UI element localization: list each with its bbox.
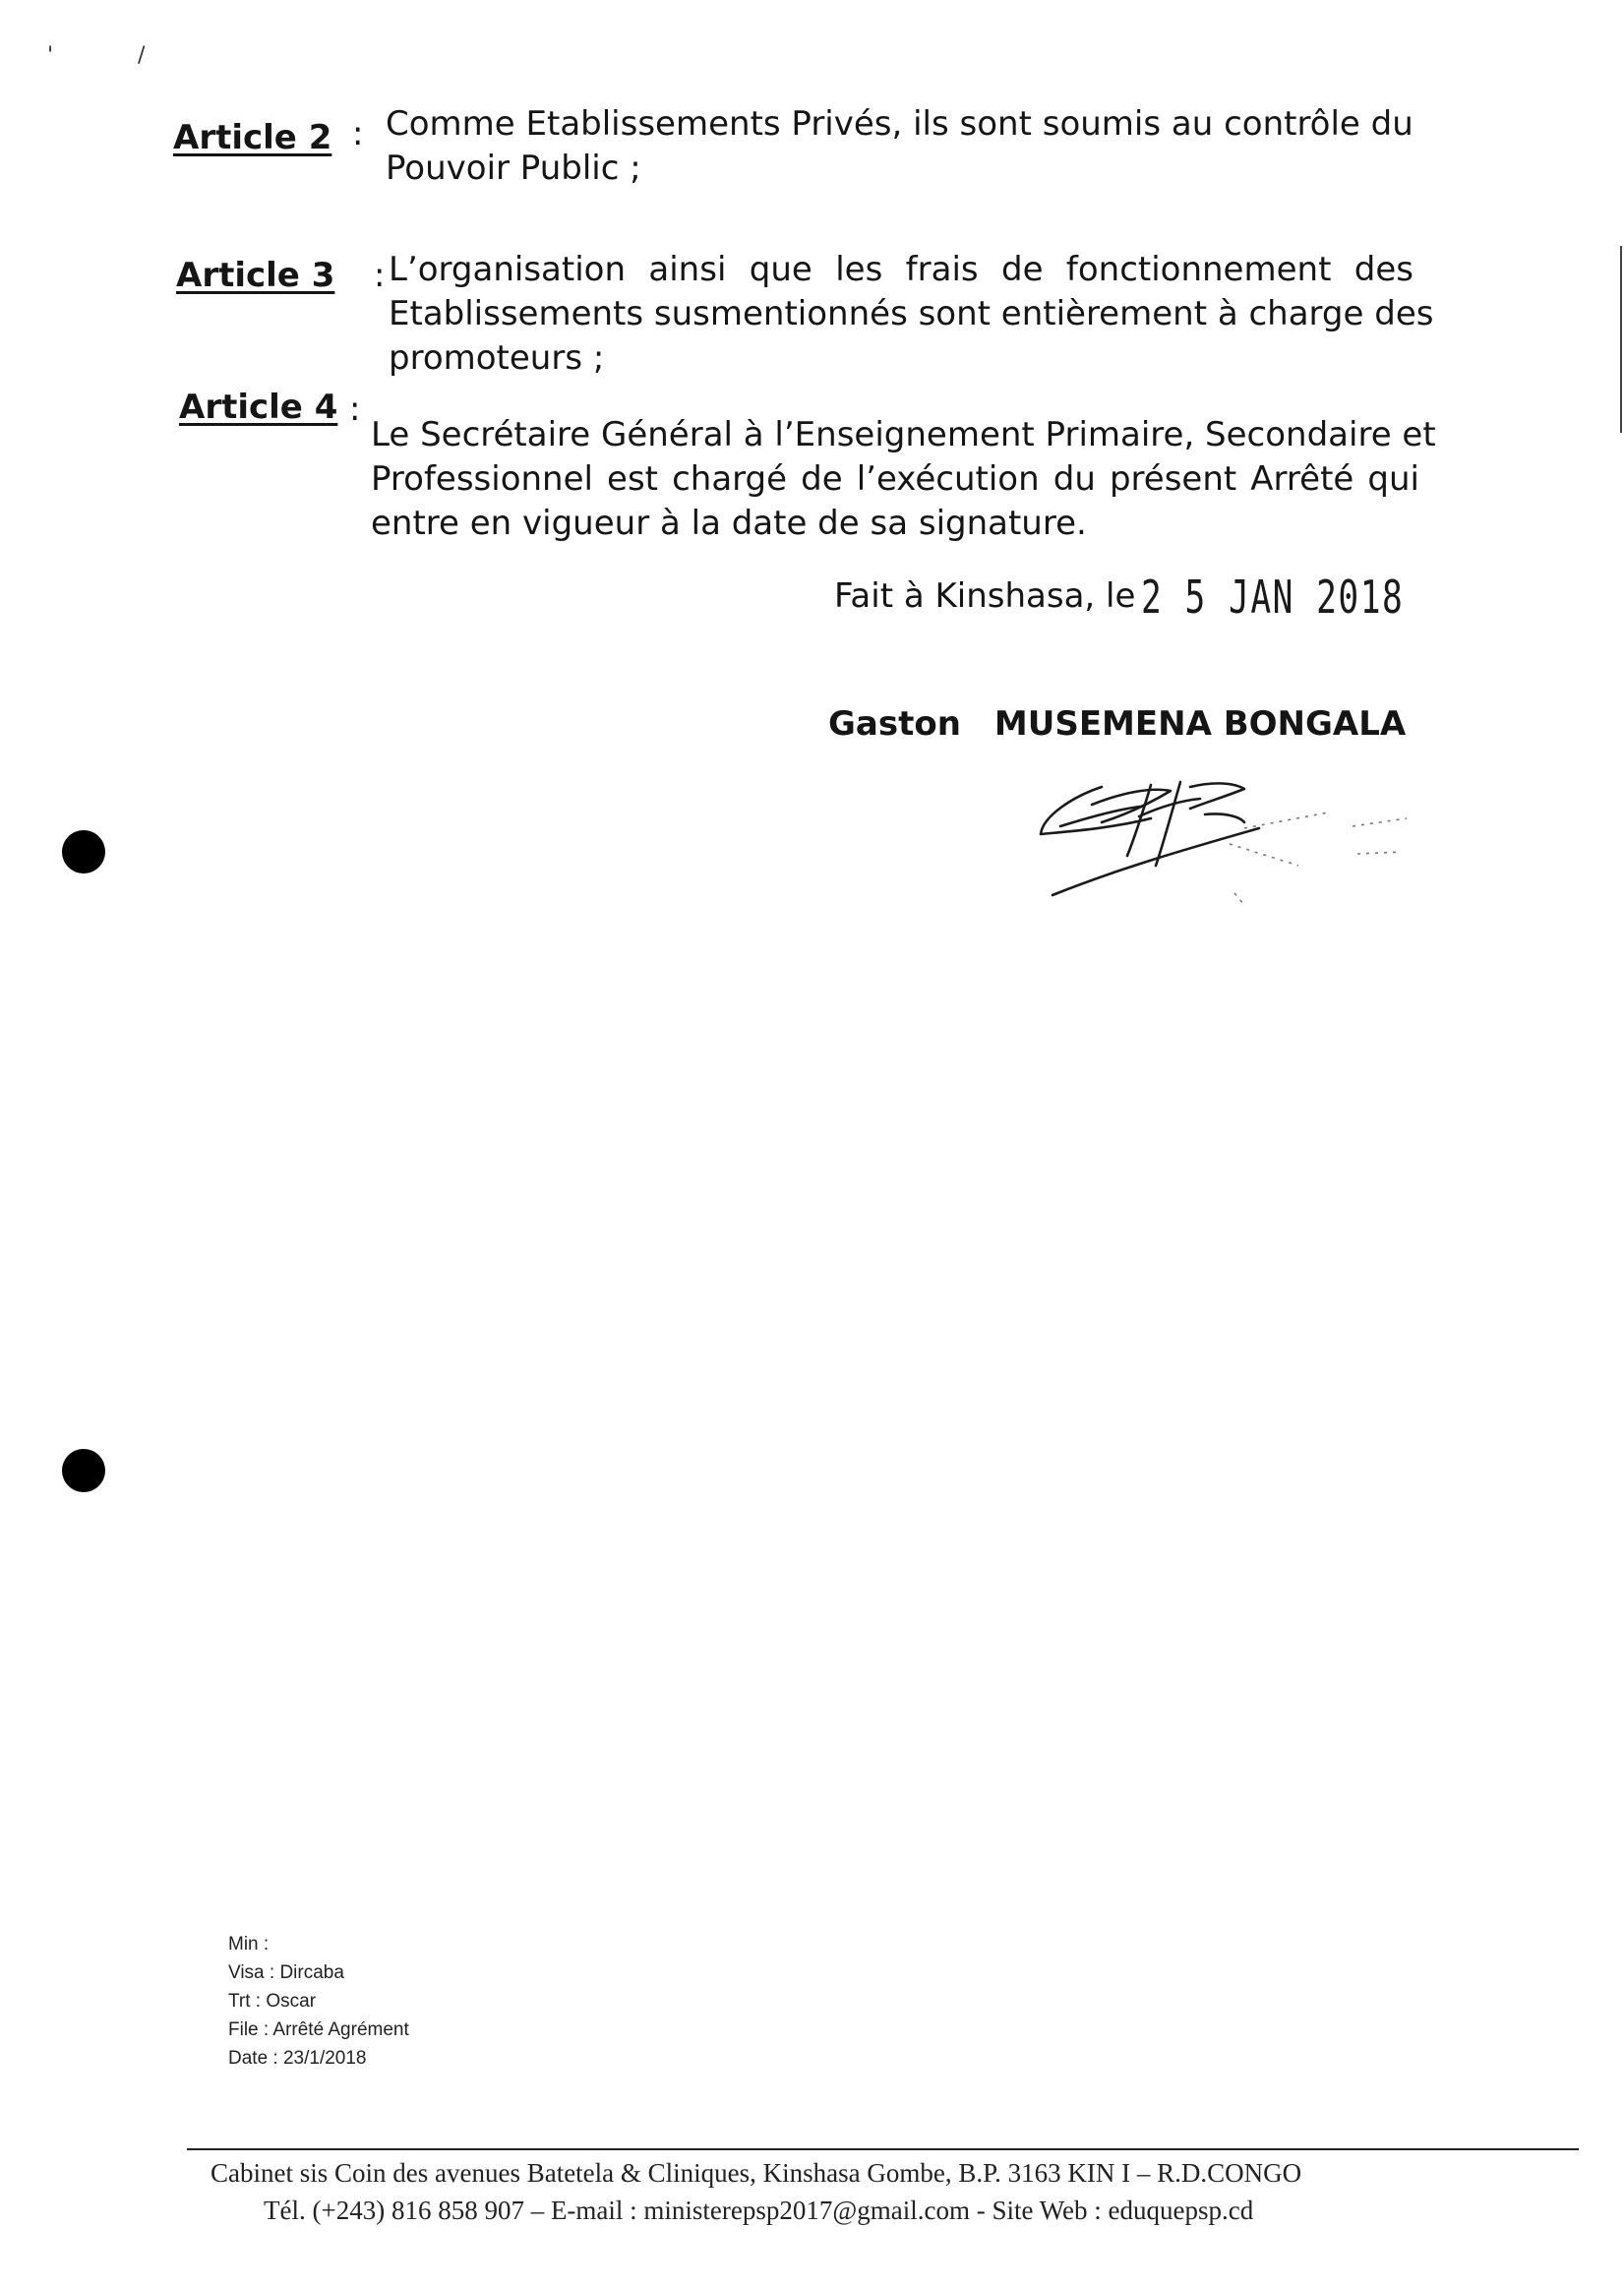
article-4-line: Professionnel est chargé de l’exécution du présent Arrêté qui <box>371 459 1419 499</box>
article-4-text <box>371 413 1436 546</box>
note-date: Date : 23/1/2018 <box>228 2048 367 2069</box>
article-2-text <box>386 102 1411 191</box>
article-3-colon: : <box>374 256 386 295</box>
scan-mark-right: / <box>138 43 146 68</box>
footer-address: Cabinet sis Coin des avenues Batetela & Cliniques, Kinshasa Gombe, B.P. 3163 KIN I – R.D.CONGO <box>211 2158 1302 2188</box>
signatory-name <box>828 704 1406 744</box>
article-3-line: promoteurs ; <box>389 338 605 378</box>
footer-contact: Tél. (+243) 816 858 907 – E-mail : ministerepsp2017@gmail.com - Site Web : eduquepsp.cd <box>264 2196 1254 2225</box>
note-min: Min : <box>228 1934 270 1955</box>
article-2-line: Comme Etablissements Privés, ils sont soumis au contrôle du <box>386 104 1413 144</box>
article-2-colon: : <box>352 114 364 153</box>
scan-edge-mark <box>1620 246 1622 433</box>
article-4-line: entre en vigueur à la date de sa signature. <box>371 504 1087 543</box>
punch-hole <box>62 830 105 873</box>
article-2-line: Pouvoir Public ; <box>386 149 641 188</box>
note-file: File : Arrêté Agrément <box>228 2019 409 2040</box>
article-4-label: Article 4 <box>179 388 338 427</box>
note-trt: Trt : Oscar <box>228 1991 317 2012</box>
date-stamp: 2 5 JAN 2018 <box>1141 571 1405 624</box>
scan-mark-left: ' <box>47 43 54 68</box>
article-4-line: Le Secrétaire Général à l’Enseignement Primaire, Secondaire et <box>371 415 1436 454</box>
footer-divider <box>187 2148 1579 2150</box>
note-visa: Visa : Dircaba <box>228 1962 344 1983</box>
signatory-first-name: Gaston <box>828 704 961 744</box>
punch-hole <box>62 1449 105 1492</box>
article-4-colon: : <box>349 390 361 429</box>
article-3-line: L’organisation ainsi que les frais de fonctionnement des <box>389 250 1413 289</box>
place-date-text: Fait à Kinshasa, le <box>834 576 1136 616</box>
article-2-label: Article 2 <box>173 118 332 157</box>
article-3-line: Etablissements susmentionnés sont entièrement à charge des <box>389 294 1434 333</box>
article-3-label: Article 3 <box>176 256 335 295</box>
filing-notes <box>228 1930 409 2073</box>
handwritten-signature <box>1033 757 1426 925</box>
signatory-last-name: MUSEMENA BONGALA <box>993 704 1407 744</box>
article-3-text <box>389 248 1434 381</box>
